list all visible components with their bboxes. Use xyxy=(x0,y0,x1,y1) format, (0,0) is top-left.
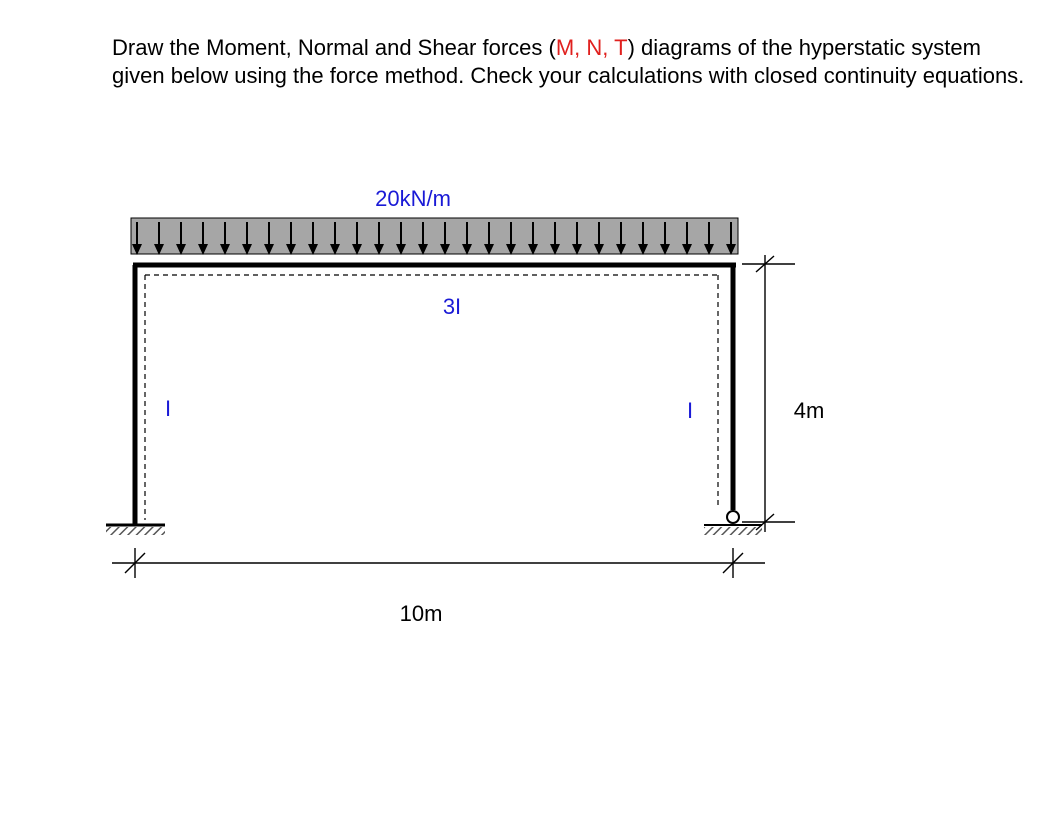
left-column-inertia-label: I xyxy=(164,396,172,421)
height-dimension-label: 4m xyxy=(793,398,825,423)
pin-support xyxy=(704,511,762,535)
fixed-support xyxy=(106,525,165,535)
mnt-highlight: M, N, T xyxy=(555,35,628,60)
height-dimension-line xyxy=(742,255,795,532)
problem-text-part2: ) diagrams of the hyperstatic system given below using the force method. Check your calculations with closed continuity equations. xyxy=(112,35,1025,88)
problem-text-part1: Draw the Moment, Normal and Shear forces ( xyxy=(112,35,556,60)
load-label: 20kN/m xyxy=(375,186,451,211)
span-dimension-line xyxy=(112,548,765,578)
right-column-inertia-label: I xyxy=(686,398,694,423)
beam-inertia-label: 3I xyxy=(442,294,462,319)
span-dimension-label: 10m xyxy=(399,601,443,626)
distributed-load-block xyxy=(131,218,738,254)
